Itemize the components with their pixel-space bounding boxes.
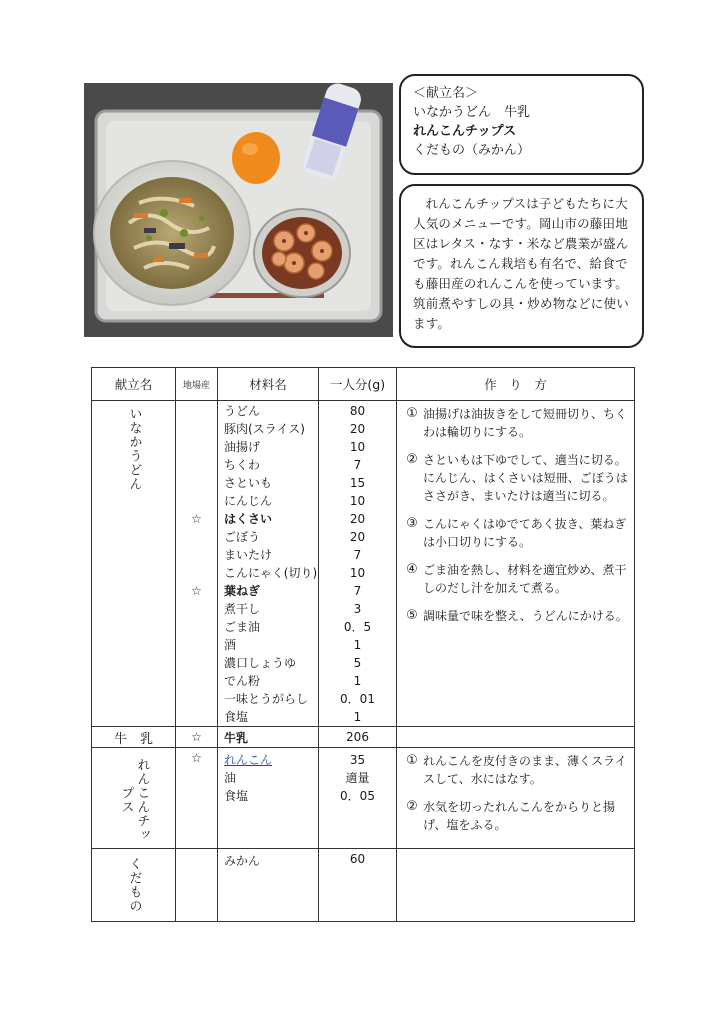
ingredient-name: まいたけ [224,548,273,562]
ingredient-name: ごぼう [224,530,261,544]
ingredient-name: うどん [224,404,261,418]
step-number: ① [406,753,418,768]
method-step [401,607,630,625]
milk-method-cell [397,727,635,748]
step-text: 油揚げは油抜きをして短冊切り、ちくわは輪切りにする。 [423,407,628,439]
table-row [92,748,635,849]
ingredient-name: 葉ねぎ [224,584,261,598]
ingredient-amount: 35 [349,753,366,767]
ingredient-name: 濃口しょうゆ [224,656,297,670]
ingredient-amount: 7 [353,548,362,562]
step-number: ③ [406,516,418,531]
udon-amount-cell [319,401,397,727]
local-star [176,564,217,582]
ingredient-name: こんにゃく(切り) [224,566,318,580]
step-number: ② [406,452,418,467]
local-star [176,636,217,654]
dish-fruit-name: くだもの [126,857,142,913]
fruit-ingredient: みかん [218,849,319,922]
ingredient-name: 酒 [224,638,237,652]
menu-line-renkon-chips: れんこんチップス [413,124,517,139]
ingredient-amount: 3 [353,602,362,616]
ingredient-amount: 10 [349,440,366,454]
lunch-photo [84,83,393,337]
fruit-method-cell [397,849,635,922]
step-number: ④ [406,562,418,577]
ingredient-name: 豚肉(スライス) [224,422,305,436]
local-star [176,528,217,546]
local-star [176,492,217,510]
ingredient-amount: 0．01 [340,692,375,706]
ingredient-name: 油 [224,771,237,785]
header-ingredient: 材料名 [218,368,319,401]
ingredient-amount: 20 [349,530,366,544]
local-star [176,546,217,564]
table-row [92,849,635,922]
step-text: ごま油を熱し、材料を適宜炒め、煮干しのだし汁を加えて煮る。 [423,563,627,595]
ingredient-amount: 20 [349,422,366,436]
chips-local-star: ☆ [176,748,218,849]
ingredient-amount: 20 [349,512,366,526]
step-text: 調味量で味を整え、うどんにかける。 [423,609,628,623]
local-star [176,690,217,708]
step-number: ① [406,406,418,421]
ingredient-amount: 1 [353,638,362,652]
dish-fruit-cell [92,849,176,922]
ingredient-name: 煮干し [224,602,261,616]
local-star: ☆ [191,512,202,526]
fruit-local-cell [176,849,218,922]
ingredient-amount: 7 [353,584,362,598]
dish-milk-name: 牛 乳 [92,727,176,748]
menu-header: ＜献立名＞ [413,86,479,101]
ingredient-name: れんこん [224,753,273,767]
method-step [401,515,630,551]
chips-ingredient-cell [218,748,319,849]
ingredient-name: 油揚げ [224,440,261,454]
ingredient-name: にんじん [224,494,273,508]
milk-ingredient: 牛乳 [218,727,319,748]
dish-chips-name: れんこんチップス [118,758,150,842]
ingredient-name: はくさい [224,512,273,526]
step-number: ⑤ [406,608,418,623]
local-star [176,600,217,618]
step-text: れんこんを皮付きのまま、薄くスライスして、水にはなす。 [423,754,627,786]
table-row [92,401,635,727]
dish-chips-cell [92,748,176,849]
udon-method-cell [397,401,635,727]
table-header-row [92,368,635,401]
ingredient-amount: 適量 [345,771,370,785]
table-row [92,727,635,748]
header-local: 地場産 [176,368,218,401]
local-star [176,474,217,492]
ingredient-amount: 80 [349,404,366,418]
ingredient-amount: 7 [353,458,362,472]
lunch-tray-illustration [84,83,393,337]
local-star [176,402,217,420]
header-dish: 献立名 [92,368,176,401]
method-step [401,451,630,505]
step-text: こんにゃくはゆでてあく抜き、葉ねぎは小口切りにする。 [423,517,627,549]
ingredient-amount: 1 [353,710,362,724]
ingredient-name: でん粉 [224,674,261,688]
local-star [176,456,217,474]
local-star [176,672,217,690]
menu-line-udon-milk: いなかうどん 牛乳 [413,105,531,120]
step-number: ② [406,799,418,814]
ingredient-amount: 0．05 [340,789,375,803]
chips-method-cell [397,748,635,849]
ingredient-name: ごま油 [224,620,261,634]
step-text: さといもは下ゆでして、適当に切る。にんじん、はくさいは短冊、ごぼうはささがき、まいたけは適当に切る。 [423,453,628,503]
header-method: 作 り 方 [397,368,635,401]
chips-amount-cell [319,748,397,849]
ingredient-amount: 15 [349,476,366,490]
local-star [176,708,217,726]
ingredient-name: 食塩 [224,710,249,724]
method-step [401,561,630,597]
method-step [401,798,630,834]
local-star: ☆ [191,584,202,598]
ingredient-amount: 10 [349,566,366,580]
ingredient-name: 一味とうがらし [224,692,309,706]
milk-local-star: ☆ [176,727,218,748]
header-amount: 一人分(g) [319,368,397,401]
ingredient-amount: 0．5 [343,620,372,634]
recipe-table [91,367,635,922]
dish-udon-name: いなかうどん [126,407,142,491]
local-star [176,618,217,636]
milk-amount: 206 [319,727,397,748]
description-box [399,184,644,348]
udon-local-cell [176,401,218,727]
dish-udon-cell [92,401,176,727]
method-step [401,405,630,441]
ingredient-name: ちくわ [224,458,261,472]
fruit-amount: 60 [319,849,397,922]
ingredient-amount: 10 [349,494,366,508]
method-step [401,752,630,788]
local-star [176,438,217,456]
description-text: れんこんチップスは子どもたちに大人気のメニューです。岡山市の藤田地区はレタス・なす・米など農業が盛んです。れんこん栽培も有名で、給食でも藤田産のれんこんを使っています。筑前煮やすしの具・炒め物などに使います。 [413,196,629,331]
menu-name-box [399,74,644,175]
ingredient-amount: 5 [353,656,362,670]
udon-ingredient-cell [218,401,319,727]
local-star [176,420,217,438]
ingredient-amount: 1 [353,674,362,688]
local-star [176,654,217,672]
ingredient-name: さといも [224,476,273,490]
ingredient-name: 食塩 [224,789,249,803]
menu-line-fruit: くだもの（みかん） [413,143,531,158]
step-text: 水気を切ったれんこんをからりと揚げ、塩をふる。 [423,800,616,832]
